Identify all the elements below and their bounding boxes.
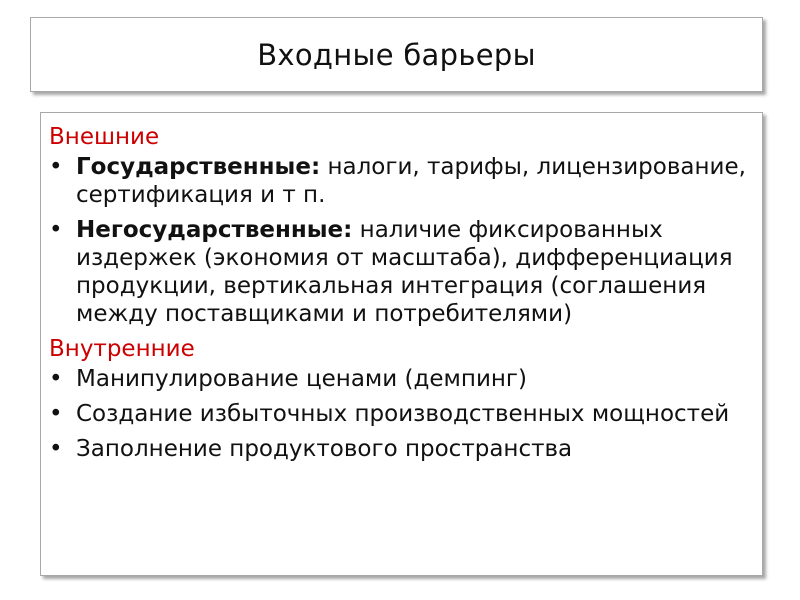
section-heading-external: Внешние bbox=[49, 124, 160, 150]
list-item bbox=[49, 435, 752, 463]
title-panel bbox=[30, 17, 763, 92]
list-item bbox=[49, 365, 752, 393]
list-item bbox=[49, 153, 752, 209]
bullet-icon: • bbox=[49, 401, 63, 427]
item-text: Создание избыточных производственных мощностей bbox=[76, 401, 730, 427]
list-item bbox=[49, 216, 752, 328]
bullet-icon: • bbox=[49, 154, 63, 180]
item-text: Заполнение продуктового пространства bbox=[76, 436, 573, 462]
bullet-icon: • bbox=[49, 217, 63, 243]
external-barriers-list bbox=[49, 153, 752, 328]
item-text: наличие фиксированных издержек (экономия от масштаба), дифференциация продукции, вертикальная интеграция (соглашения между поставщиками и потребителями) bbox=[76, 217, 733, 327]
list-item bbox=[49, 400, 752, 428]
bullet-icon: • bbox=[49, 436, 63, 462]
item-text: налоги, тарифы, лицензирование, сертификация и т п. bbox=[76, 154, 746, 208]
internal-barriers-list bbox=[49, 365, 752, 463]
slide-title: Входные барьеры bbox=[257, 37, 536, 72]
bullet-icon: • bbox=[49, 366, 63, 392]
item-lead: Государственные: bbox=[76, 154, 321, 180]
item-lead: Негосударственные: bbox=[76, 217, 353, 243]
section-heading-internal: Внутренние bbox=[49, 336, 195, 362]
item-text: Манипулирование ценами (демпинг) bbox=[76, 366, 527, 392]
content-panel bbox=[40, 112, 763, 576]
